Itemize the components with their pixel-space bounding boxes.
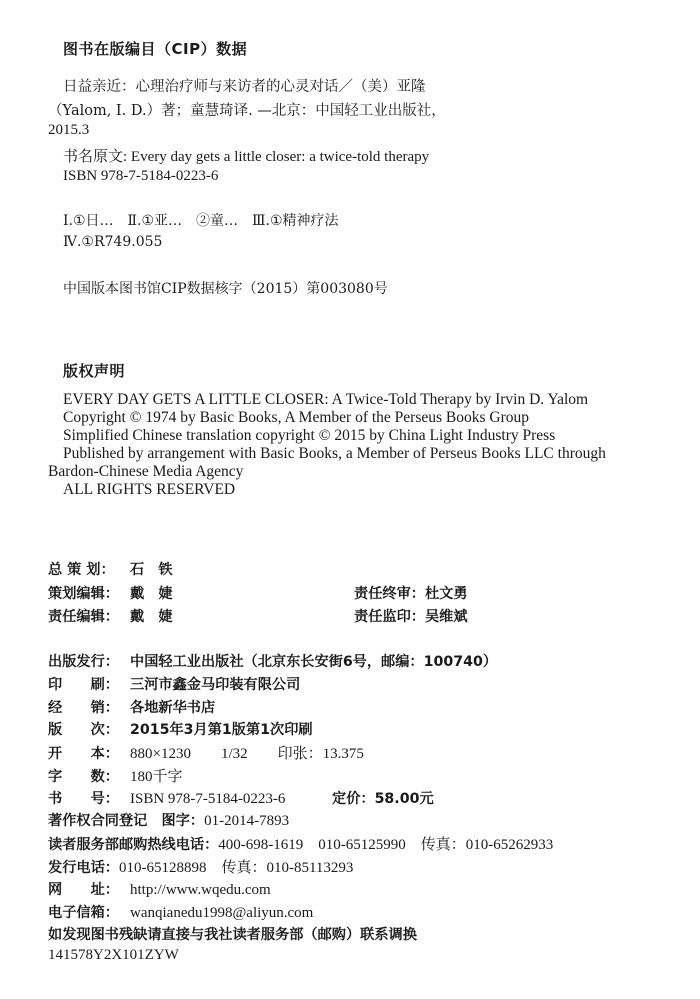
pub-value: 880×1230 1/32 印张：13.375 — [130, 746, 364, 762]
cip-line-1: 日益亲近：心理治疗师与来访者的心灵对话／（美）亚隆 — [63, 79, 426, 95]
pub-label: 书 号： — [48, 791, 119, 807]
pub-value: 各地新华书店 — [130, 700, 216, 716]
staff-row — [48, 606, 688, 626]
pub-label: 发行电话： — [48, 860, 119, 876]
cip-verification: 中国版本图书馆CIP数据核字（2015）第003080号 — [63, 281, 388, 297]
pub-row-contract — [48, 810, 289, 830]
pub-value: 010-65128898 传真：010-85113293 — [118, 860, 354, 876]
staff-label: 责任编辑： — [48, 609, 119, 625]
copyright-line-4: Published by arrangement with Basic Books, a Member of Perseus Books LLC through — [63, 445, 606, 462]
cip-classification-1: Ⅰ.①日… Ⅱ.①亚… ②童… Ⅲ.①精神疗法 — [63, 213, 339, 229]
pub-row-code — [48, 947, 179, 964]
staff-label-2: 责任终审： — [354, 586, 425, 602]
pub-row-format — [48, 742, 364, 763]
pub-row-defect-notice — [48, 924, 417, 944]
copyright-line-2: Copyright © 1974 by Basic Books, A Member of the Perseus Books Group — [63, 409, 529, 426]
staff-value-2: 杜文勇 — [424, 586, 468, 602]
staff-value: 戴 婕 — [130, 586, 173, 602]
pub-row-publisher — [48, 651, 497, 671]
staff-label: 策划编辑： — [48, 586, 119, 602]
staff-label: 总 策 划： — [48, 562, 115, 578]
pub-value: ISBN 978-7-5184-0223-6 — [130, 791, 286, 807]
price: 定价：58.00元 — [332, 791, 434, 807]
pub-row-distributor — [48, 697, 215, 717]
pub-row-printer — [48, 674, 300, 694]
pub-label: 印 刷： — [48, 677, 119, 693]
pub-row-isbn — [48, 788, 688, 808]
pub-row-edition — [48, 719, 313, 739]
pub-label: 版 次： — [48, 722, 119, 738]
pub-label: 字 数： — [48, 769, 119, 785]
pub-label: 电子信箱： — [48, 905, 119, 921]
pub-value: http://www.wqedu.com — [130, 882, 271, 898]
cip-original-title: 书名原文: Every day gets a little closer: a twice-told therapy — [63, 149, 430, 165]
pub-label: 著作权合同登记 图字： — [48, 813, 205, 829]
cip-classification-2: Ⅳ.①R749.055 — [63, 234, 163, 250]
pub-label: 读者服务部邮购热线电话： — [48, 837, 219, 853]
pub-row-wordcount — [48, 765, 183, 786]
copyright-line-1: EVERY DAY GETS A LITTLE CLOSER: A Twice-Told Therapy by Irvin D. Yalom — [63, 391, 589, 408]
copyright-line-5: Bardon-Chinese Media Agency — [48, 463, 244, 480]
staff-value: 戴 婕 — [130, 609, 173, 625]
copyright-heading: 版权声明 — [63, 362, 126, 380]
pub-value: 141578Y2X101ZYW — [48, 947, 179, 963]
pub-label: 经 销： — [48, 700, 119, 716]
pub-value: 180千字 — [130, 769, 183, 785]
pub-label: 出版发行： — [48, 654, 119, 670]
cip-line-2: （Yalom, I. D.）著；童慧琦译. —北京：中国轻工业出版社， — [48, 103, 446, 119]
staff-label-2: 责任监印： — [354, 609, 425, 625]
pub-row-email — [48, 902, 313, 922]
pub-row-mailorder — [48, 833, 553, 854]
cip-isbn: ISBN 978-7-5184-0223-6 — [63, 168, 219, 184]
staff-row — [48, 583, 688, 603]
pub-row-sales-phone — [48, 856, 353, 877]
pub-row-website — [48, 879, 271, 899]
pub-value: 中国轻工业出版社（北京东长安街6号，邮编：100740） — [130, 654, 498, 670]
copyright-line-6: ALL RIGHTS RESERVED — [63, 481, 236, 498]
pub-label: 开 本： — [48, 746, 119, 762]
staff-value: 石 铁 — [130, 562, 173, 578]
pub-value: 如发现图书残缺请直接与我社读者服务部（邮购）联系调换 — [48, 927, 417, 943]
pub-value: 400-698-1619 010-65125990 传真：010-65262933 — [218, 837, 554, 853]
staff-row — [48, 559, 173, 579]
pub-value: wanqianedu1998@aliyun.com — [130, 905, 314, 921]
copyright-line-3: Simplified Chinese translation copyright © 2015 by China Light Industry Press — [63, 427, 556, 444]
pub-value: 2015年3月第1版第1次印刷 — [130, 722, 313, 738]
cip-heading: 图书在版编目（CIP）数据 — [63, 40, 248, 58]
pub-value: 01-2014-7893 — [204, 813, 290, 829]
pub-label: 网 址： — [48, 882, 119, 898]
staff-value-2: 吴维斌 — [424, 609, 468, 625]
pub-value: 三河市鑫金马印装有限公司 — [130, 677, 301, 693]
cip-line-3: 2015.3 — [48, 122, 90, 138]
